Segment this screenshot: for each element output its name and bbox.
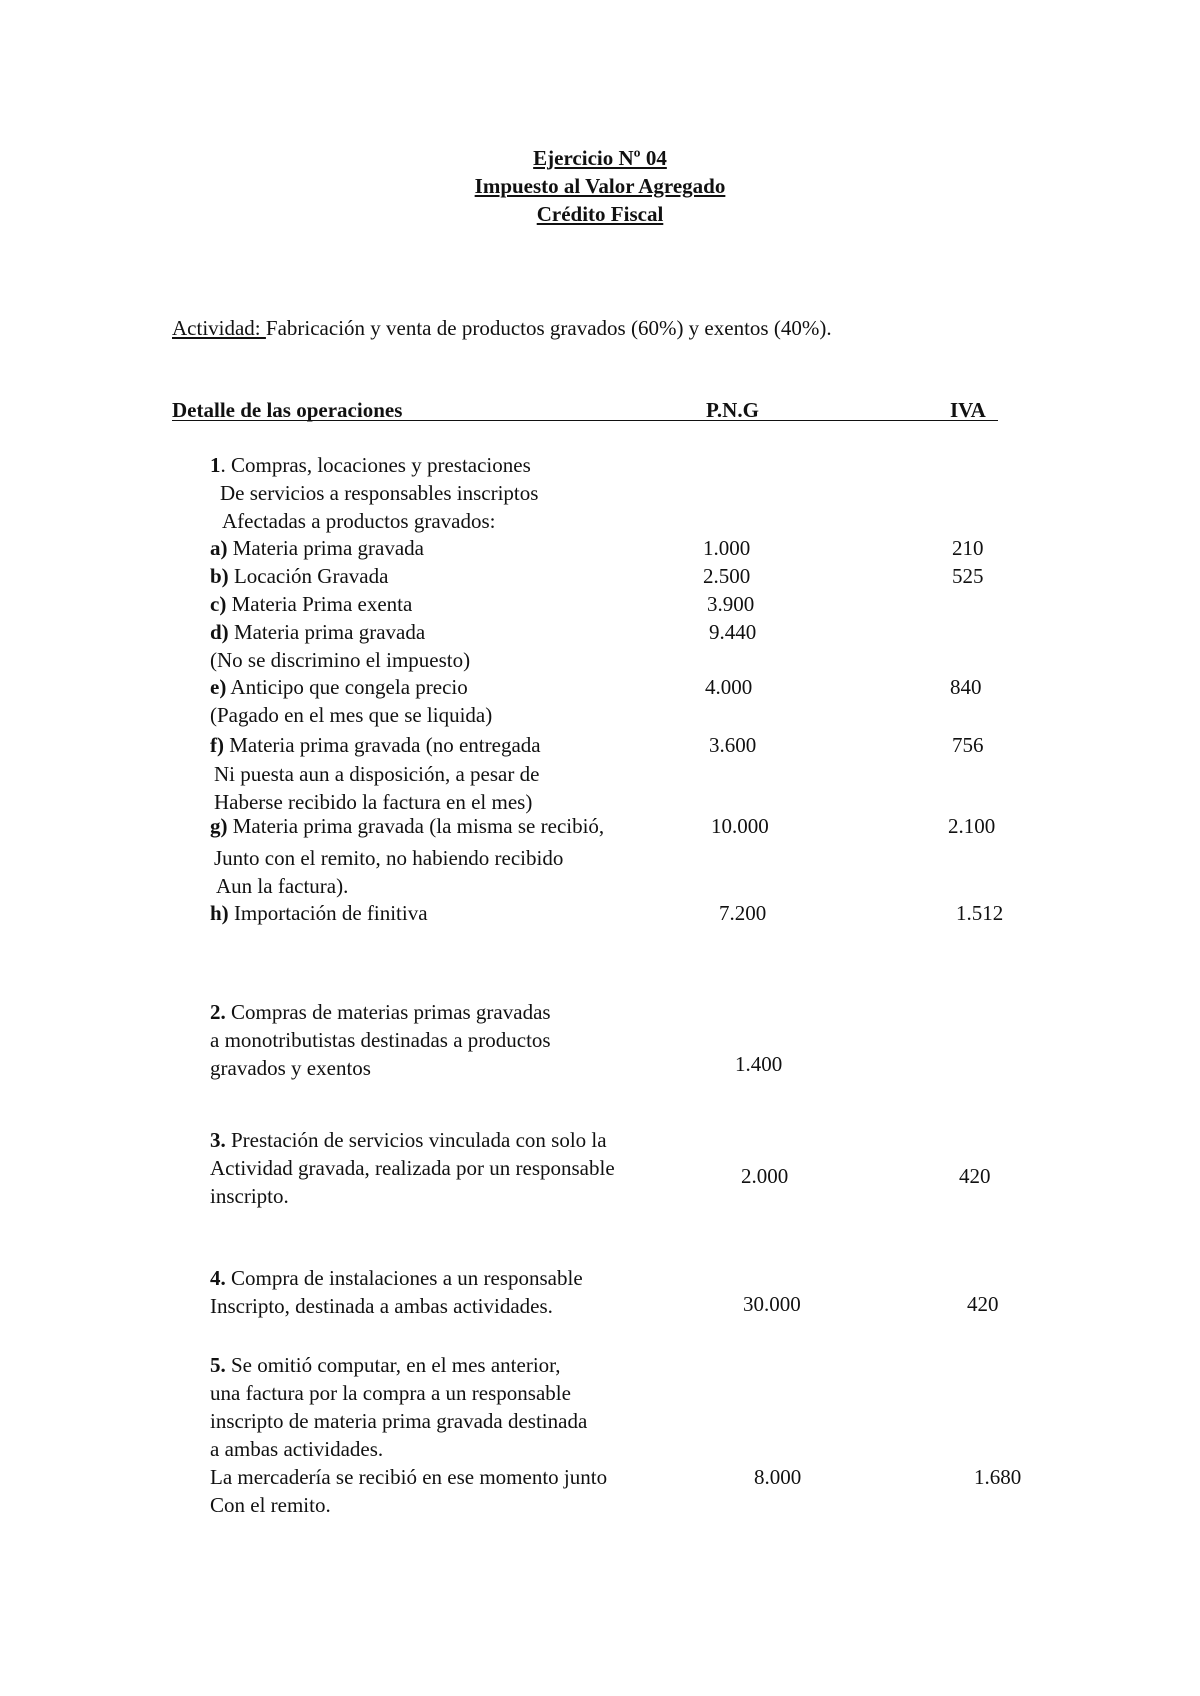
header-detail: Detalle de las operaciones [172,398,403,422]
section3-line3: inscripto. [210,1184,289,1208]
item-h-png: 7.200 [719,901,767,925]
section1-intro-line [210,452,531,478]
section4-iva: 420 [967,1292,999,1316]
item-h-iva: 1.512 [956,901,1004,925]
item-f-note-1: Ni puesta aun a disposición, a pesar de [214,762,540,786]
item-c-png: 3.900 [707,592,755,616]
section5-number: 5. [210,1353,226,1377]
item-d-note: (No se discrimino el impuesto) [210,648,471,672]
item-c-text: Materia Prima exenta [226,592,413,616]
section3-png: 2.000 [741,1164,789,1188]
section2-line1 [210,999,551,1025]
item-f-text: Materia prima gravada (no entregada [224,733,541,757]
item-c [210,591,412,617]
item-d-letter: d) [210,620,229,644]
item-d-text: Materia prima gravada [228,620,426,644]
item-f-letter: f) [210,733,224,757]
item-b-iva: 525 [952,564,984,588]
activity-line [172,315,832,341]
tax-title: Impuesto al Valor Agregado [474,174,726,198]
section3-line1 [210,1127,607,1153]
section5-png: 8.000 [754,1465,802,1489]
section2-line2: a monotributistas destinadas a productos [210,1028,551,1052]
section4-png: 30.000 [743,1292,801,1316]
item-e-iva: 840 [950,675,982,699]
section5-line2: una factura por la compra a un responsable [210,1381,571,1405]
item-g-png: 10.000 [711,814,769,838]
section3-line2: Actividad gravada, realizada por un responsable [210,1156,615,1180]
section5-text: Se omitió computar, en el mes anterior, [225,1353,561,1377]
item-e-letter: e) [210,675,227,699]
item-e [210,674,468,700]
item-g-note-2: Aun la factura). [216,874,349,898]
section3-text: Prestación de servicios vinculada con solo la [225,1128,607,1152]
item-a-letter: a) [210,536,228,560]
item-f-png: 3.600 [709,733,757,757]
section3-iva: 420 [959,1164,991,1188]
section5-line1 [210,1352,561,1378]
section4-line2: Inscripto, destinada a ambas actividades. [210,1294,553,1318]
section2-text: Compras de materias primas gravadas [225,1000,551,1024]
header-iva: IVA [950,398,986,422]
section5-line4: a ambas actividades. [210,1437,384,1461]
item-e-text: Anticipo que congela precio [226,675,468,699]
section4-text: Compra de instalaciones a un responsable [225,1266,583,1290]
section5-iva: 1.680 [974,1465,1022,1489]
item-f [210,732,541,758]
exercise-title: Ejercicio Nº 04 [533,146,667,170]
section1-number: 1 [210,453,221,477]
section3-number: 3. [210,1128,226,1152]
section2-number: 2. [210,1000,226,1024]
item-g-text: Materia prima gravada (la misma se recibió, [227,814,605,838]
item-d [210,619,425,645]
section5-line5: La mercadería se recibió en ese momento junto [210,1465,608,1489]
item-g-note-1: Junto con el remito, no habiendo recibido [214,846,564,870]
item-b-letter: b) [210,564,229,588]
section4-line1 [210,1265,583,1291]
section1-intro-text: . Compras, locaciones y prestaciones [220,453,531,477]
item-g-iva: 2.100 [948,814,996,838]
item-g-letter: g) [210,814,228,838]
item-d-png: 9.440 [709,620,757,644]
item-b-text: Locación Gravada [228,564,389,588]
item-a-iva: 210 [952,536,984,560]
activity-label: Actividad: [172,316,266,340]
section1-intro-line3: Afectadas a productos gravados: [222,509,496,533]
section4-number: 4. [210,1266,226,1290]
item-c-letter: c) [210,592,227,616]
section5-line6: Con el remito. [210,1493,331,1517]
item-b [210,563,388,589]
item-a-text: Materia prima gravada [227,536,424,560]
header-underline [172,420,998,421]
item-a-png: 1.000 [703,536,751,560]
item-e-png: 4.000 [705,675,753,699]
item-h [210,900,428,926]
item-e-note: (Pagado en el mes que se liquida) [210,703,493,727]
section2-png: 1.400 [735,1052,783,1076]
section5-line3: inscripto de materia prima gravada destinada [210,1409,588,1433]
section1-intro-line2: De servicios a responsables inscriptos [220,481,539,505]
item-h-letter: h) [210,901,229,925]
section2-line3: gravados y exentos [210,1056,371,1080]
item-h-text: Importación de finitiva [228,901,428,925]
item-b-png: 2.500 [703,564,751,588]
activity-text: Fabricación y venta de productos gravados (60%) y exentos (40%). [265,316,832,340]
item-a [210,535,424,561]
credit-title: Crédito Fiscal [536,202,664,226]
header-png: P.N.G [706,398,759,422]
item-f-note-2: Haberse recibido la factura en el mes) [214,790,533,814]
item-f-iva: 756 [952,733,984,757]
item-g [210,813,604,839]
